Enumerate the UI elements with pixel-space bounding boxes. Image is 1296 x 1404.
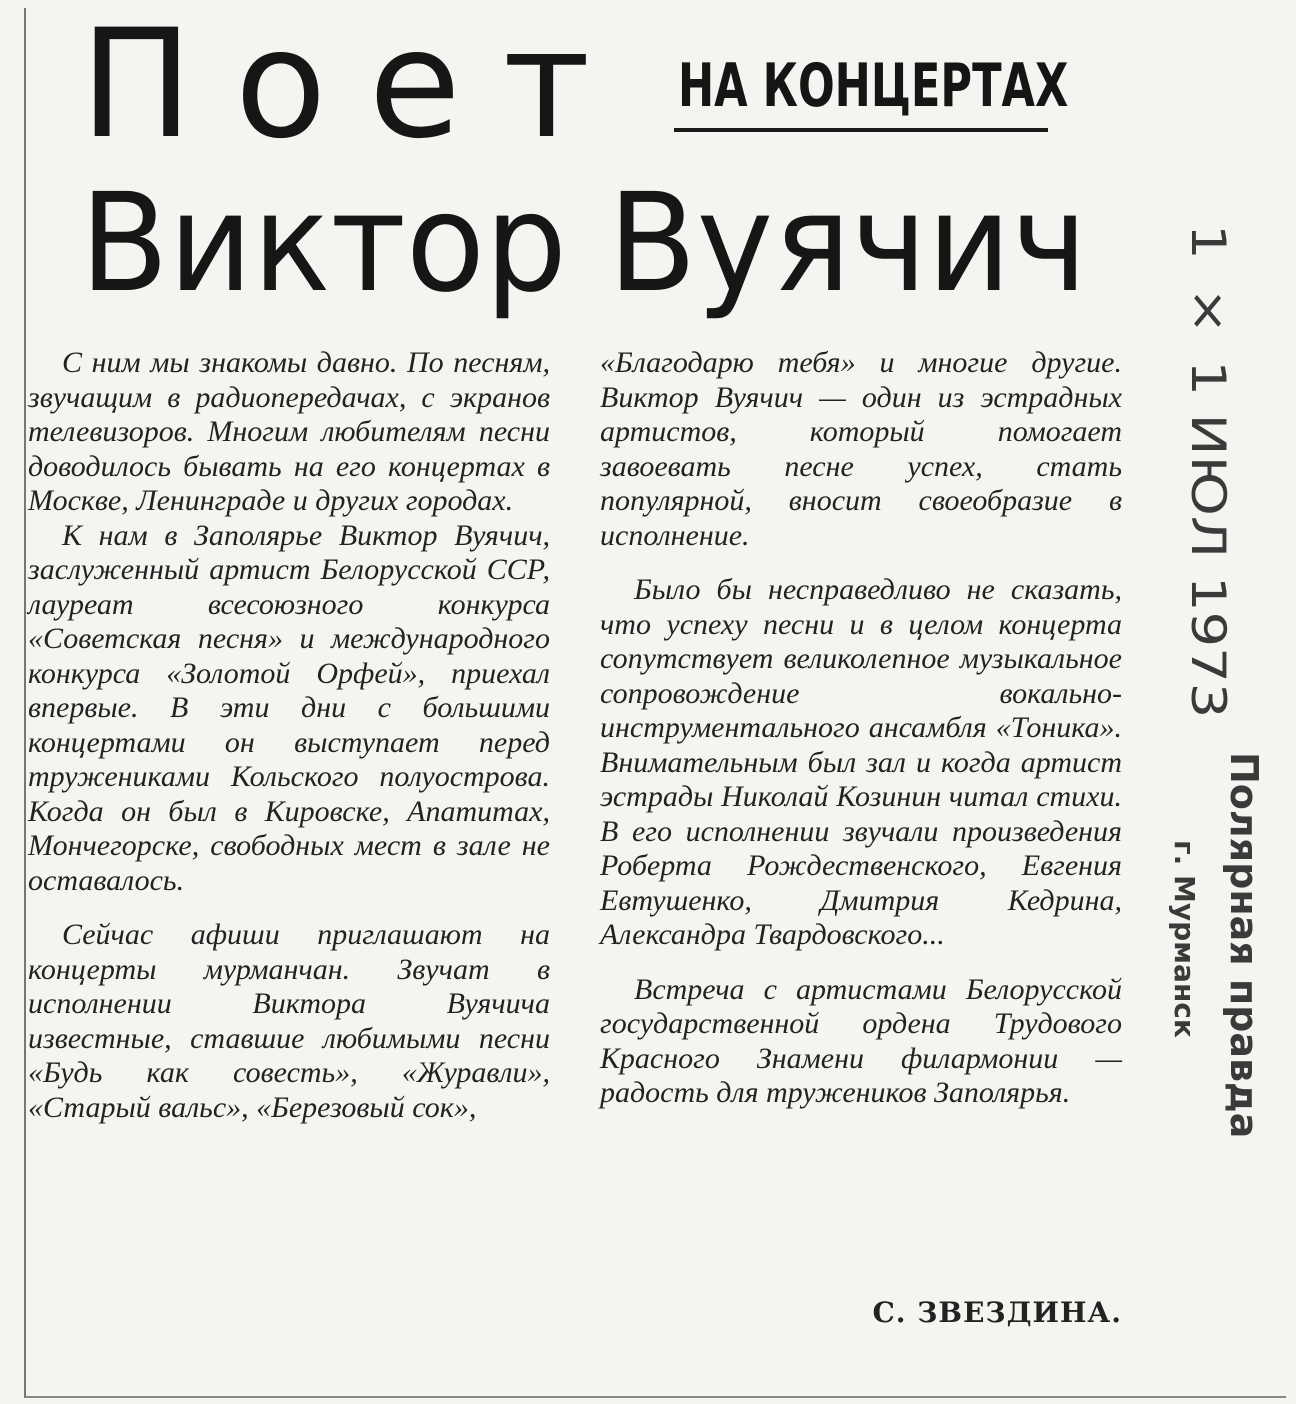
paragraph: С ним мы знакомы давно. По песням, звучащим в радиопередачах, с экранов телевизоров. Многим любителям песни доводилось бывать на его концертах в Москве, Ленинграде и других городах. (28, 346, 550, 517)
date-stamp: 1 × 1 ИЮЛ 1973 (1180, 224, 1236, 719)
headline-line-2: Виктор Вуячич (80, 165, 1088, 323)
rubric-underline (674, 128, 1048, 132)
paragraph: К нам в Заполярье Виктор Вуячич, заслуженный артист Белорусской ССР, лауреат всесоюзного конкурса «Советская песня» и международного конкурса «Золотой Орфей», приехал впервые. В эти дни с большими концертами он выступает перед тружениками Кольского полуострова. Когда он был в Кировске, Апатитах, Мончегорске, свободных мест в зале не оставалось. (28, 518, 550, 897)
article-column-right (600, 346, 1122, 1329)
paragraph: Было бы несправедливо не сказать, что успеху песни и в целом концерта сопутствует великолепное музыкальное сопровождение вокально-инструментального ансамбля «Тоника». Внимательным был зал и когда артист эстрады Николай Козинин читал стихи. В его исполнении звучали произведения Роберта Рождественского, Евгения Евтушенко, Дмитрия Кедрина, Александра Твардовского... (600, 573, 1122, 951)
paragraph: «Благодарю тебя» и многие другие. Виктор Вуячич — один из эстрадных артистов, который помогает завоевать песне успех, стать популярной, вносит своеобразие в исполнение. (600, 346, 1122, 552)
paragraph: Сейчас афиши приглашают на концерты мурманчан. Звучат в исполнении Виктора Вуячича известные, ставшие любимыми песни «Будь как совесть», «Журавли», «Старый вальс», «Березовый сок», (28, 918, 550, 1124)
headline-line-1: Поет (80, 0, 633, 172)
newspaper-name: Полярная правда (1222, 752, 1266, 1139)
rubric: НА КОНЦЕРТАХ (678, 51, 1069, 121)
article-column-left (28, 346, 550, 1125)
paragraph: Встреча с артистами Белорусской государственной ордена Трудового Красного Знамени филармонии — радость для тружеников Заполярья. (600, 972, 1122, 1109)
author-signature: С. ЗВЕЗДИНА. (872, 1296, 1122, 1329)
newspaper-city: г. Мурманск (1168, 840, 1201, 1038)
